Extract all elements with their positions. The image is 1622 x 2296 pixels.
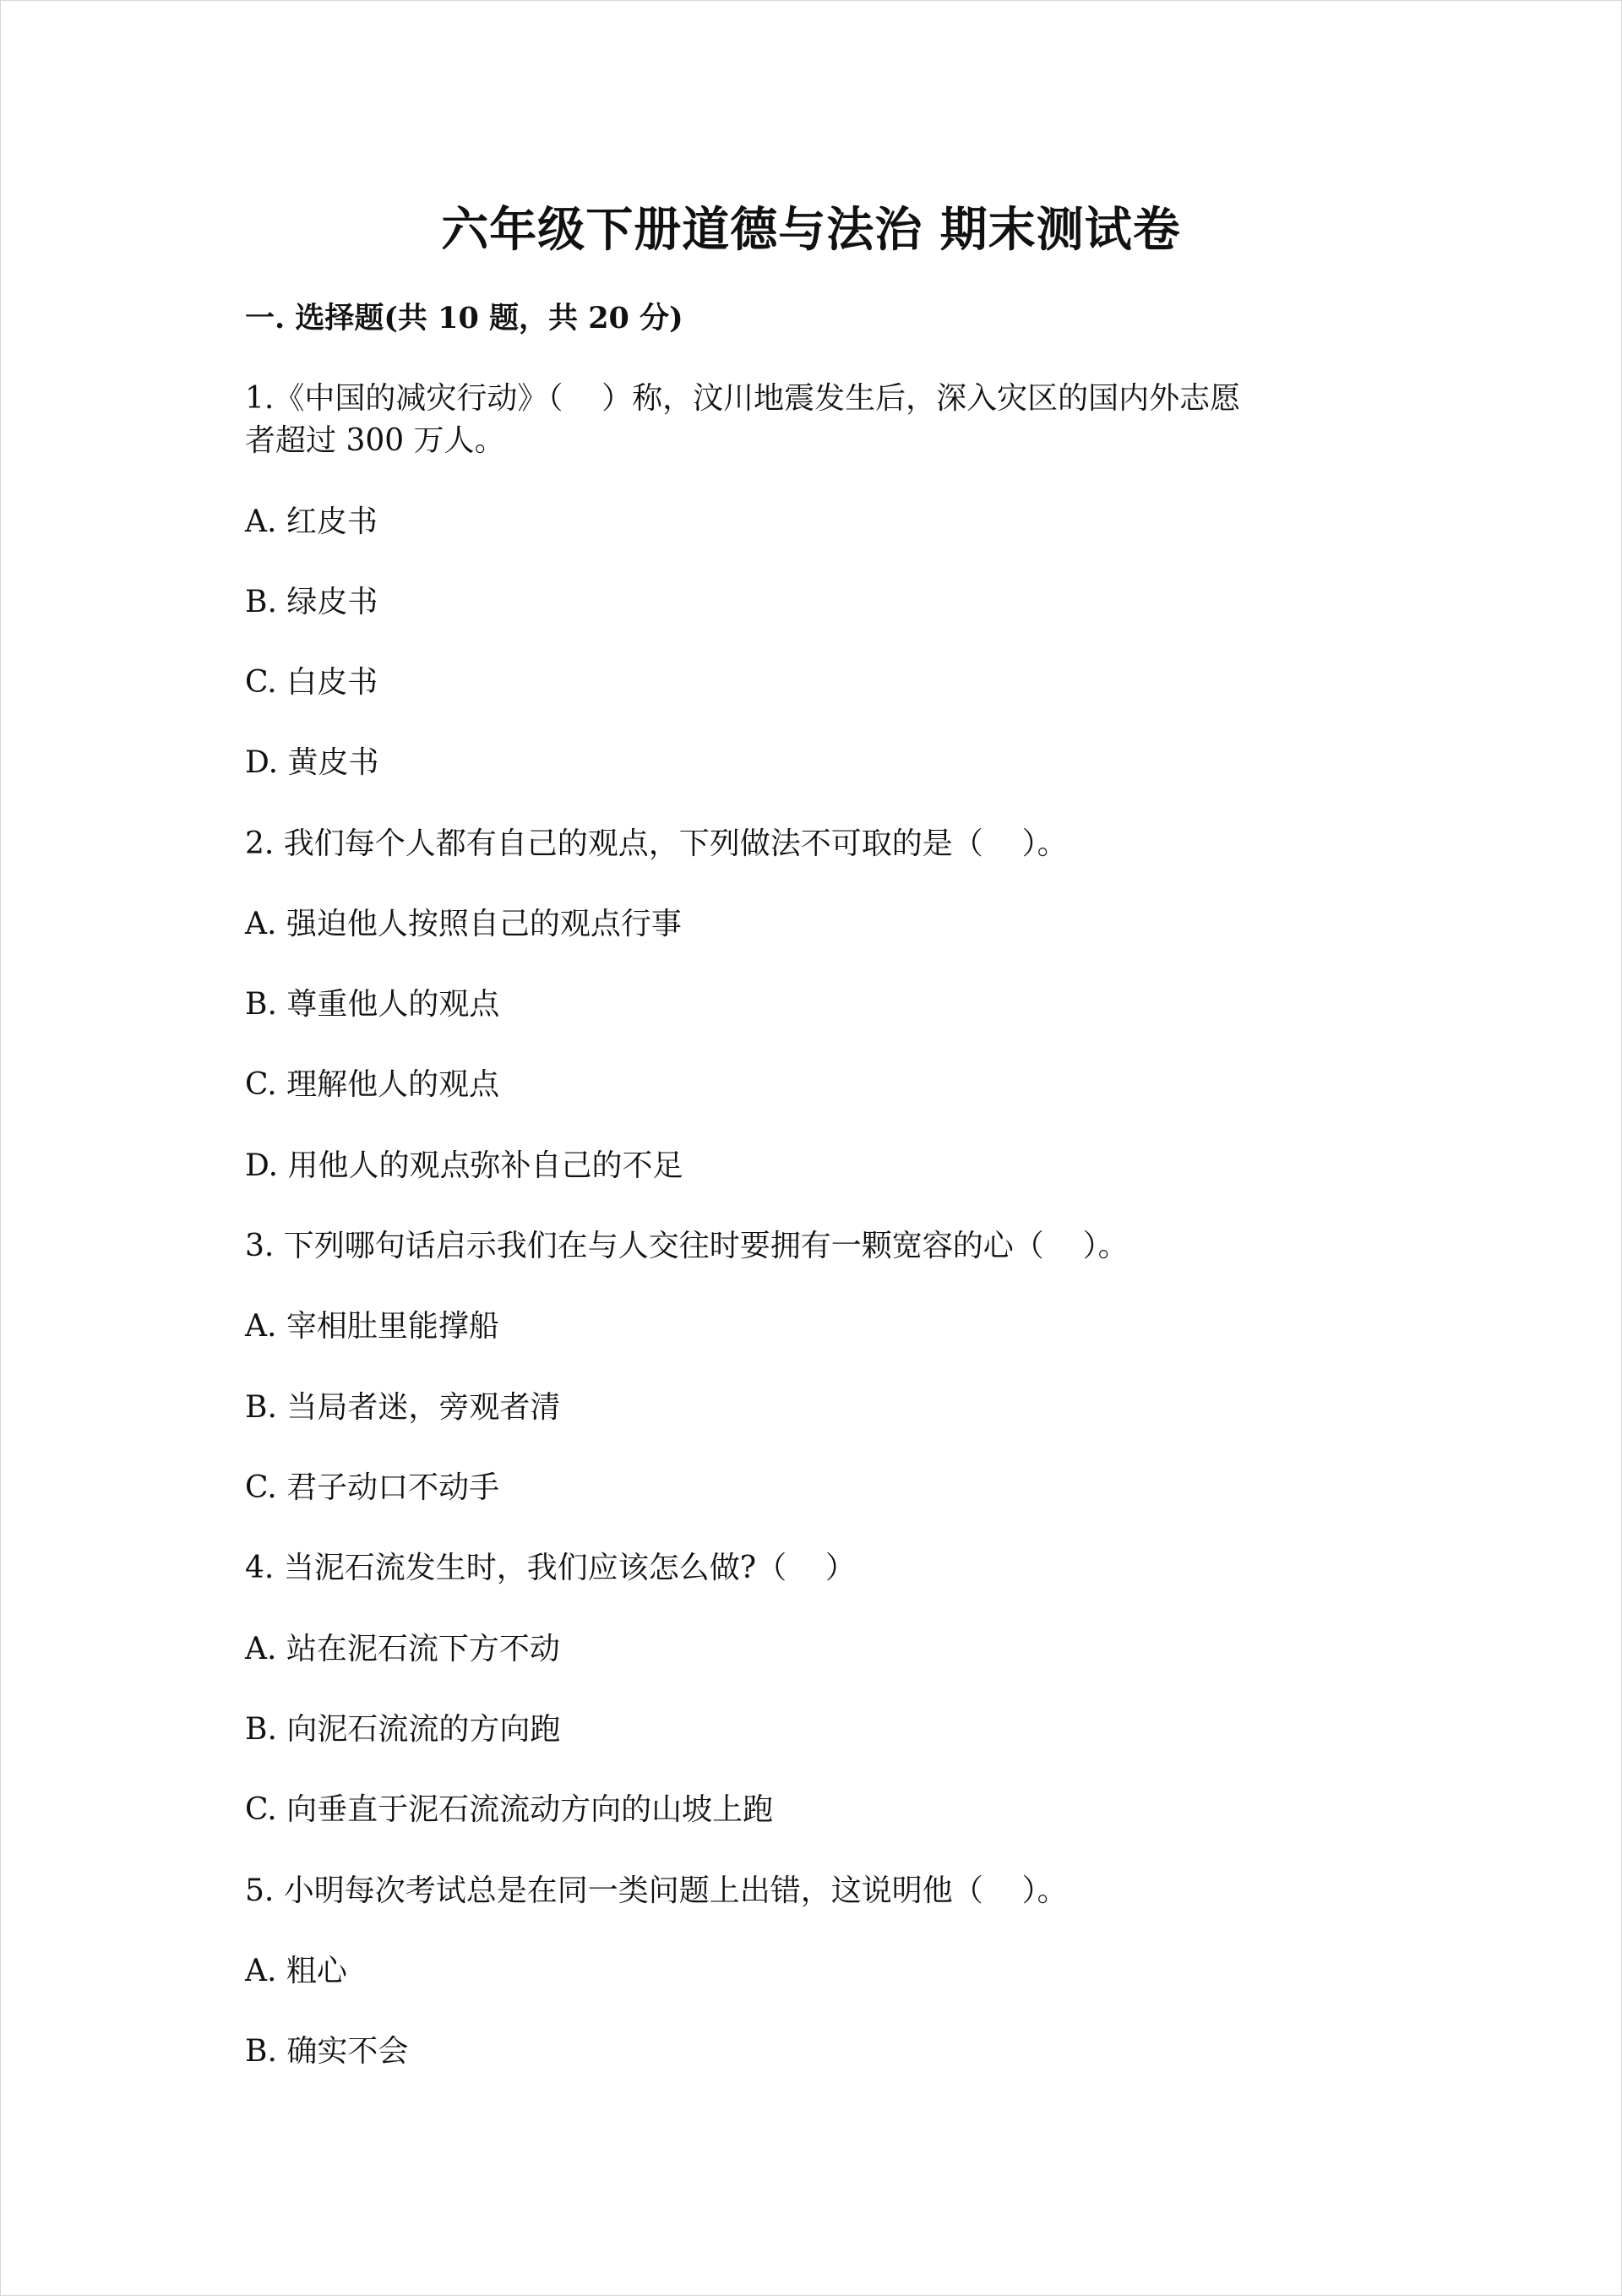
question-3-option-c: C. 君子动口不动手 bbox=[245, 1470, 500, 1505]
question-1-stem-line-2: 者超过 300 万人。 bbox=[245, 423, 505, 458]
question-2-stem: 2. 我们每个人都有自己的观点，下列做法不可取的是（ ）。 bbox=[245, 826, 1068, 861]
question-4-option-c: C. 向垂直于泥石流流动方向的山坡上跑 bbox=[245, 1792, 774, 1827]
question-1-option-d: D. 黄皮书 bbox=[245, 745, 379, 780]
question-3-option-b: B. 当局者迷，旁观者清 bbox=[245, 1390, 561, 1425]
question-2-option-a: A. 强迫他人按照自己的观点行事 bbox=[245, 907, 682, 941]
question-4-option-a: A. 站在泥石流下方不动 bbox=[245, 1632, 560, 1666]
question-3-option-a: A. 宰相肚里能撑船 bbox=[245, 1309, 499, 1344]
question-1-option-b: B. 绿皮书 bbox=[245, 585, 378, 619]
question-5-option-a: A. 粗心 bbox=[245, 1954, 347, 1988]
section-header: 一. 选择题(共 10 题，共 20 分) bbox=[245, 301, 683, 335]
question-4-option-b: B. 向泥石流流的方向跑 bbox=[245, 1712, 561, 1747]
question-1-stem-line-1: 1.《中国的减灾行动》（ ）称，汶川地震发生后，深入灾区的国内外志愿 bbox=[245, 381, 1241, 416]
question-5-stem: 5. 小明每次考试总是在同一类问题上出错，这说明他（ ）。 bbox=[245, 1873, 1068, 1908]
question-5-option-b: B. 确实不会 bbox=[245, 2034, 409, 2069]
page-title: 六年级下册道德与法治 期末测试卷 bbox=[441, 202, 1181, 258]
question-2-option-c: C. 理解他人的观点 bbox=[245, 1067, 500, 1102]
question-4-stem: 4. 当泥石流发生时，我们应该怎么做?（ ） bbox=[245, 1551, 856, 1585]
question-1-option-c: C. 白皮书 bbox=[245, 665, 378, 700]
question-2-option-d: D. 用他人的观点弥补自己的不足 bbox=[245, 1148, 683, 1183]
question-2-option-b: B. 尊重他人的观点 bbox=[245, 987, 500, 1022]
question-3-stem: 3. 下列哪句话启示我们在与人交往时要拥有一颗宽容的心（ ）。 bbox=[245, 1229, 1129, 1263]
question-1-option-a: A. 红皮书 bbox=[245, 504, 378, 539]
